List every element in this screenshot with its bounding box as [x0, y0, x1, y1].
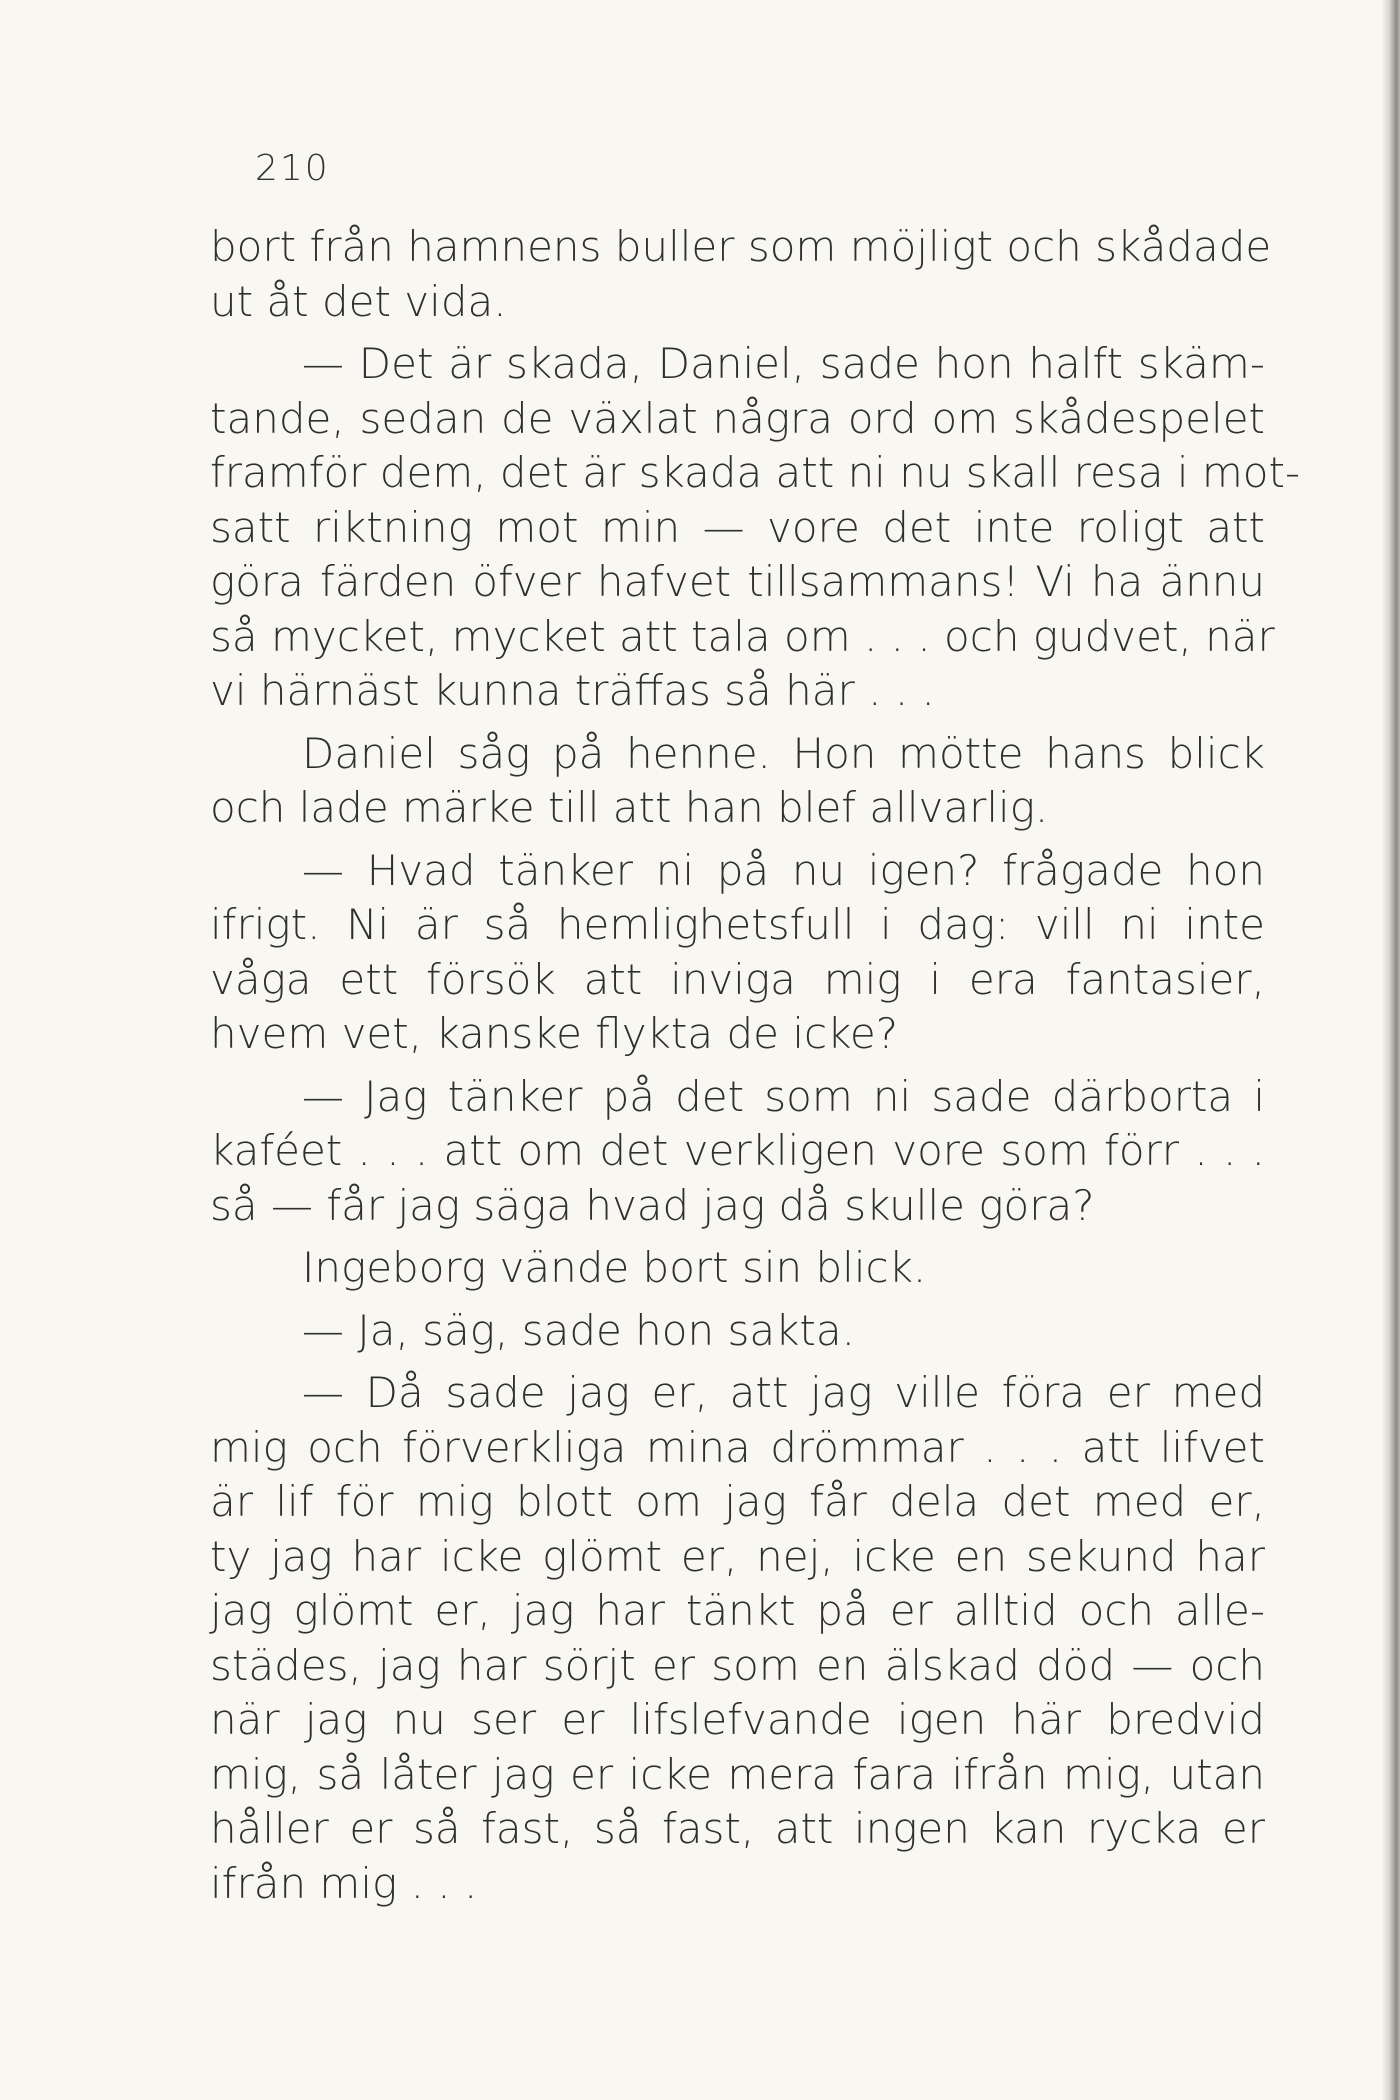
text-line: ifrigt. Ni är så hemlighetsfull i dag: vill ni inte [210, 900, 1265, 949]
text-line: Ingeborg vände bort sin blick. [302, 1243, 927, 1292]
text-line: mig, så låter jag er icke mera fara ifrån mig, utan [210, 1749, 1265, 1799]
text-line: är lif för mig blott om jag får dela det med er, [210, 1477, 1265, 1526]
text-line: när jag nu ser er lifslefvande igen här bredvid [210, 1695, 1265, 1744]
text-line: håller er så fast, så fast, att ingen kan rycka er [210, 1804, 1265, 1853]
text-line: vi härnäst kunna träffas så här . . . [210, 666, 935, 715]
text-line: hvem vet, kanske flykta de icke? [210, 1009, 899, 1058]
page-number: 210 [255, 148, 330, 189]
text-line: satt riktning mot min — vore det inte roligt att [210, 502, 1265, 552]
text-line: våga ett försök att inviga mig i era fantasier, [210, 954, 1265, 1004]
text-line: städes, jag har sörjt er som en älskad död — och [210, 1640, 1265, 1690]
text-line: framför dem, det är skada att ni nu skall resa i mot- [210, 448, 1301, 497]
text-line: mig och förverkliga mina drömmar . . . att lifvet [210, 1422, 1265, 1472]
text-line: — Då sade jag er, att jag ville föra er med [302, 1368, 1265, 1417]
text-line: Daniel såg på henne. Hon mötte hans blick [302, 728, 1265, 778]
text-line: ifrån mig . . . [210, 1858, 478, 1908]
text-line: och lade märke till att han blef allvarlig. [210, 783, 1049, 832]
body-text [210, 220, 1301, 1911]
text-line: — Ja, säg, sade hon sakta. [302, 1305, 855, 1355]
text-line: kaféet . . . att om det verkligen vore som förr . . . [210, 1126, 1265, 1175]
text-line: göra färden öfver hafvet tillsammans! Vi ha ännu [210, 557, 1265, 606]
text-line: — Hvad tänker ni på nu igen? frågade hon [302, 845, 1265, 895]
text-line: så mycket, mycket att tala om . . . och gudvet, när [210, 611, 1275, 661]
text-line: — Jag tänker på det som ni sade därborta i [302, 1071, 1265, 1121]
text-line: ty jag har icke glömt er, nej, icke en sekund har [210, 1531, 1265, 1581]
text-line: jag glömt er, jag har tänkt på er alltid och alle- [210, 1586, 1265, 1635]
text-line: — Det är skada, Daniel, sade hon halft skäm- [302, 339, 1265, 388]
text-line: så — får jag säga hvad jag då skulle göra? [210, 1180, 1095, 1230]
text-line: ut åt det vida. [210, 276, 507, 326]
page-edge-shadow [1382, 0, 1400, 2100]
text-line: bort från hamnens buller som möjligt och skådade [210, 222, 1272, 271]
text-line: tande, sedan de växlat några ord om skådespelet [210, 393, 1265, 443]
